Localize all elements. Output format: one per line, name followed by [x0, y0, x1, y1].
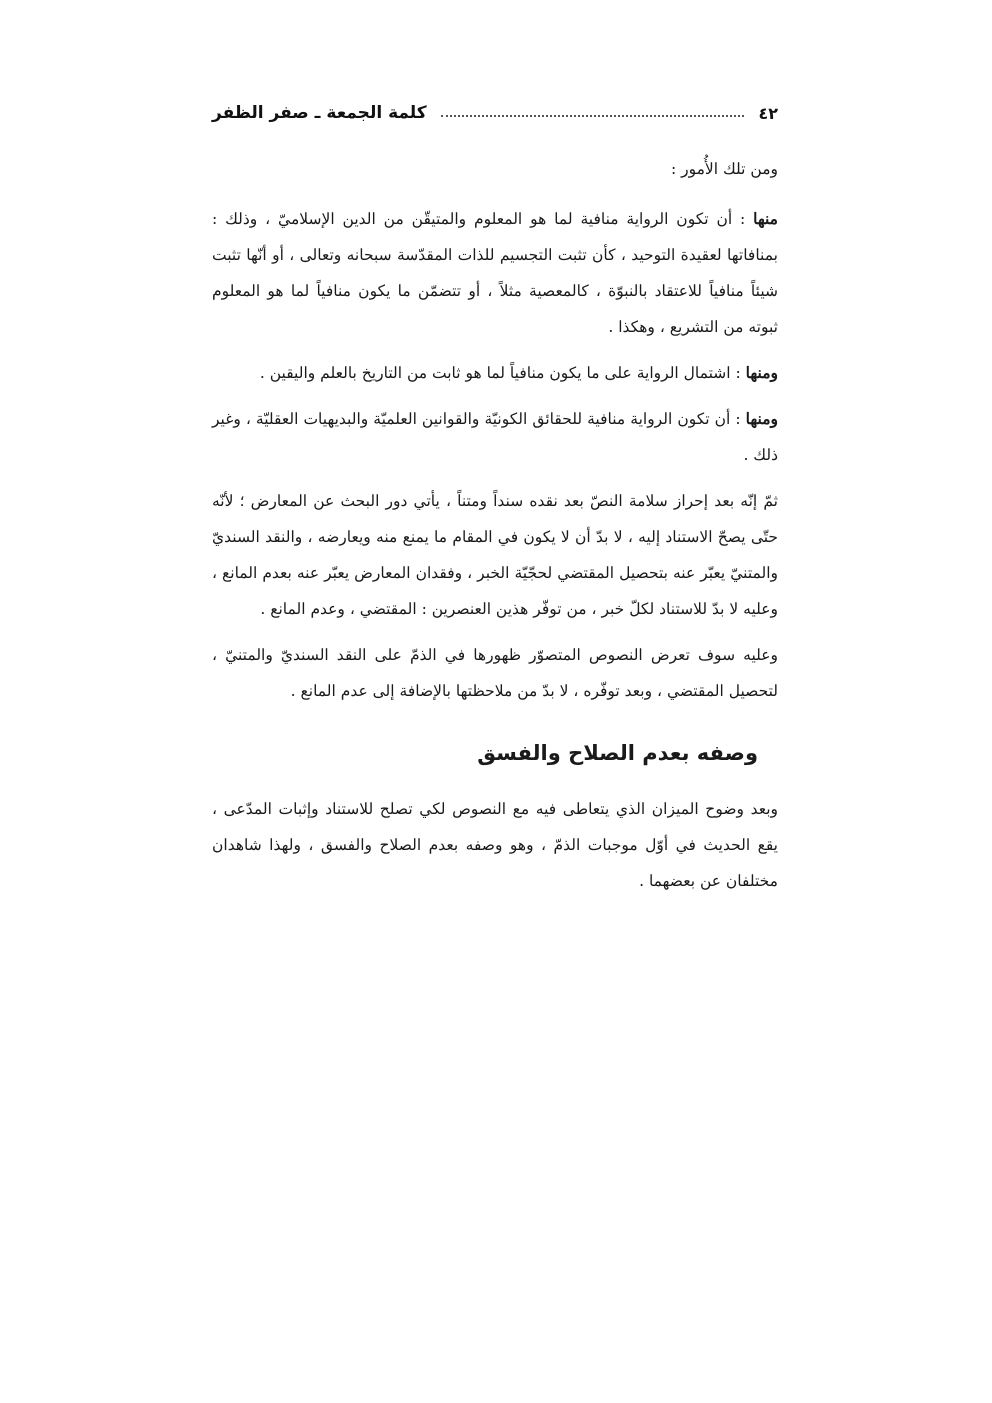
- paragraph-5: [212, 637, 778, 709]
- paragraph-lead: منها: [753, 209, 778, 228]
- book-page: [212, 96, 778, 909]
- paragraph-lead: ومنها: [745, 409, 778, 428]
- book-title: كلمة الجمعة ـ صفر الظفر: [212, 103, 427, 123]
- paragraph-text: وعليه سوف تعرض النصوص المتصوّر ظهورها في الذمّ على النقد السنديّ والمتنيّ ، لتحصيل المقتضي ، وبعد توفّره ، لا بدّ من ملاحظتها بالإضافة إلى عدم المانع .: [212, 646, 778, 700]
- section-paragraph: وبعد وضوح الميزان الذي يتعاطى فيه مع النصوص لكي تصلح للاستناد وإثبات المدّعى ، يقع الحديث في أوّل موجبات الذمّ ، وهو وصفه بعدم الصلاح والفسق ، ولهذا شاهدان مختلفان عن بعضهما .: [212, 800, 778, 890]
- paragraph-lead: ومنها: [745, 363, 778, 382]
- paragraph-1: [212, 201, 778, 345]
- paragraph-4: [212, 483, 778, 627]
- section-heading: وصفه بعدم الصلاح والفسق: [477, 741, 758, 765]
- paragraph-3: [212, 401, 778, 473]
- paragraph-text: ثمّ إنّه بعد إحراز سلامة النصّ بعد نقده سنداً ومتناً ، يأتي دور البحث عن المعارض ؛ لأنّه حتّى يصحّ الاستناد إليه ، لا بدّ أن لا يكون في المقام ما يمنع منه ويعارضه ، والنقد السنديّ والمتنيّ يعبّر عنه بتحصيل المقتضي لحجّيّة الخبر ، وفقدان المعارض يعبّر عنه بعدم المانع ، وعليه لا بدّ للاستناد لكلّ خبر ، من توفّر هذين العنصرين : المقتضي ، وعدم المانع .: [212, 492, 778, 618]
- running-header: [212, 96, 778, 130]
- intro-line: ومن تلك الأُمور :: [670, 160, 778, 178]
- paragraph-text: : اشتمال الرواية على ما يكون منافياً لما هو ثابت من التاريخ بالعلم واليقين .: [259, 364, 746, 382]
- page-number: ٤٢: [758, 103, 778, 123]
- header-dotted-leader: [441, 115, 745, 117]
- paragraph-text: : أن تكون الرواية منافية لما هو المعلوم والمتيقّن من الدين الإسلاميّ ، وذلك : بمنافاتها لعقيدة التوحيد ، كأن تثبت التجسيم للذات المقدّسة سبحانه وتعالى ، أو أنّها تثبت شيئاً منافياً للاعتقاد بالنبوّة ، كالمعصية مثلاً ، أو تتضمّن ما يكون منافياً لما هو المعلوم ثبوته من التشريع ، وهكذا .: [212, 210, 779, 336]
- paragraph-2: [212, 355, 778, 391]
- paragraph-text: : أن تكون الرواية منافية للحقائق الكونيّة والقوانين العلميّة والبديهيات العقليّة ، وغير ذلك .: [212, 410, 778, 464]
